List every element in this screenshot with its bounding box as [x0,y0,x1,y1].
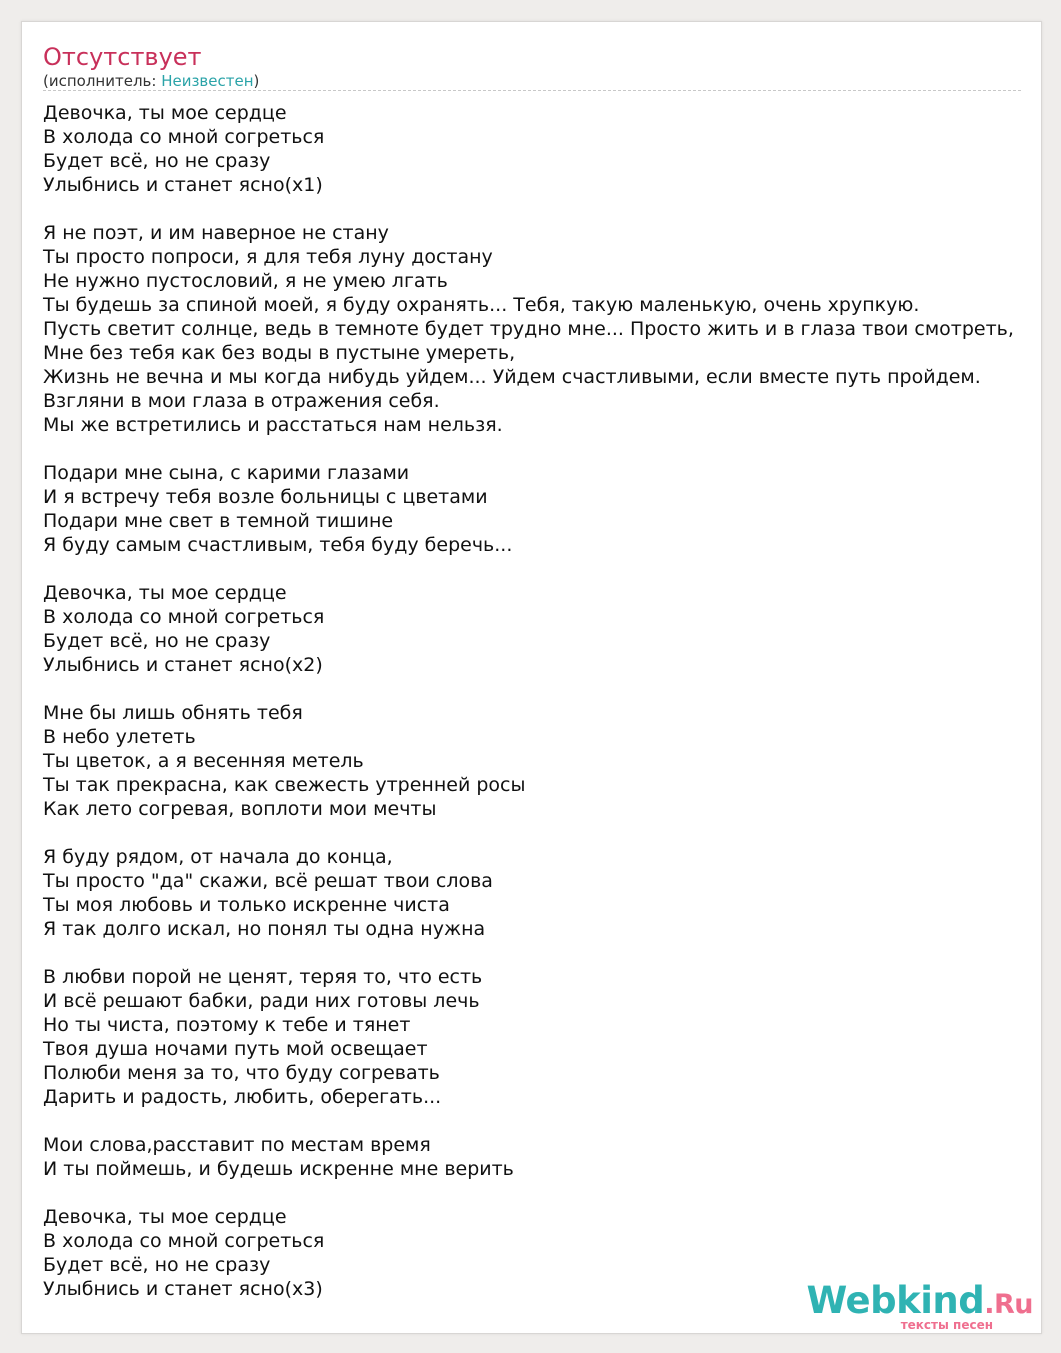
stanza-break [43,821,1042,845]
artist-line [43,71,259,91]
lyric-line: И всё решают бабки, ради них готовы лечь [43,990,480,1012]
lyric-line: Девочка, ты мое сердце [43,582,287,604]
logo-main-text: Webkind [806,1279,985,1322]
lyric-line: Не нужно пустословий, я не умею лгать [43,270,448,292]
artist-link[interactable]: Неизвестен [161,72,254,90]
lyric-line: Пусть светит солнце, ведь в темноте будет трудно мне... Просто жить и в глаза твои смотреть, [43,318,1014,340]
logo-tagline: тексты песен [900,1318,993,1332]
lyric-line: Взгляни в мои глаза в отражения себя. [43,390,440,412]
lyric-line: Подари мне сына, с карими глазами [43,462,410,484]
lyric-line: Я так долго искал, но понял ты одна нужна [43,918,486,940]
lyric-line: Будет всё, но не сразу [43,1254,271,1276]
lyric-line: Будет всё, но не сразу [43,630,271,652]
lyric-line: Полюби меня за то, что буду согревать [43,1062,440,1084]
lyric-line: Будет всё, но не сразу [43,150,271,172]
stanza-break [43,941,1042,965]
stanza-break [43,557,1042,581]
lyric-line: В холода со мной согреться [43,606,325,628]
stanza-break [43,677,1042,701]
lyric-line: Улыбнись и станет ясно(x2) [43,654,323,676]
lyric-line: В холода со мной согреться [43,126,325,148]
lyric-line: Мои слова,расставит по местам время [43,1134,431,1156]
lyric-line: В небо улететь [43,726,196,748]
artist-prefix: (исполнитель: [43,72,162,90]
lyric-line: Ты моя любовь и только искренне чиста [43,894,450,916]
lyric-line: Подари мне свет в темной тишине [43,510,394,532]
artist-suffix: ) [253,72,260,90]
lyric-line: Улыбнись и станет ясно(x1) [43,174,323,196]
lyric-line: Как лето согревая, воплоти мои мечты [43,798,437,820]
lyric-line: В холода со мной согреться [43,1230,325,1252]
lyrics-text [43,101,1042,1301]
lyric-line: Девочка, ты мое сердце [43,102,287,124]
title-divider [43,90,1021,91]
lyric-line: Ты так прекрасна, как свежесть утренней росы [43,774,526,796]
lyric-line: Жизнь не вечна и мы когда нибудь уйдем... Уйдем счастливыми, если вместе путь пройдем. [43,366,981,388]
lyric-line: Ты цветок, а я весенняя метель [43,750,364,772]
stanza-break [43,197,1042,221]
lyric-line: Мне без тебя как без воды в пустыне умереть, [43,342,516,364]
lyric-line: Ты просто попроси, я для тебя луну достану [43,246,493,268]
site-logo[interactable] [807,1281,1033,1331]
lyric-line: Девочка, ты мое сердце [43,1206,287,1228]
stanza-break [43,1181,1042,1205]
lyric-line: В любви порой не ценят, теряя то, что есть [43,966,483,988]
stanza-break [43,1109,1042,1133]
lyric-line: Но ты чиста, поэтому к тебе и тянет [43,1014,411,1036]
song-title: Отсутствует [43,43,202,71]
lyric-line: Дарить и радость, любить, оберегать... [43,1086,442,1108]
lyric-line: Я буду самым счастливым, тебя буду беречь... [43,534,513,556]
logo-suffix: .Ru [984,1289,1033,1320]
lyric-line: Твоя душа ночами путь мой освещает [43,1038,428,1060]
lyric-line: Я не поэт, и им наверное не стану [43,222,389,244]
lyric-line: Ты просто "да" скажи, всё решат твои слова [43,870,493,892]
stanza-break [43,437,1042,461]
lyric-line: Мы же встретились и расстаться нам нельзя. [43,414,503,436]
lyric-line: И ты поймешь, и будешь искренне мне верить [43,1158,514,1180]
lyrics-card [21,21,1042,1334]
lyric-line: Я буду рядом, от начала до конца, [43,846,393,868]
lyric-line: Улыбнись и станет ясно(x3) [43,1278,323,1300]
lyric-line: Ты будешь за спиной моей, я буду охранять... Тебя, такую маленькую, очень хрупкую. [43,294,920,316]
lyric-line: И я встречу тебя возле больницы с цветами [43,486,488,508]
lyric-line: Мне бы лишь обнять тебя [43,702,303,724]
